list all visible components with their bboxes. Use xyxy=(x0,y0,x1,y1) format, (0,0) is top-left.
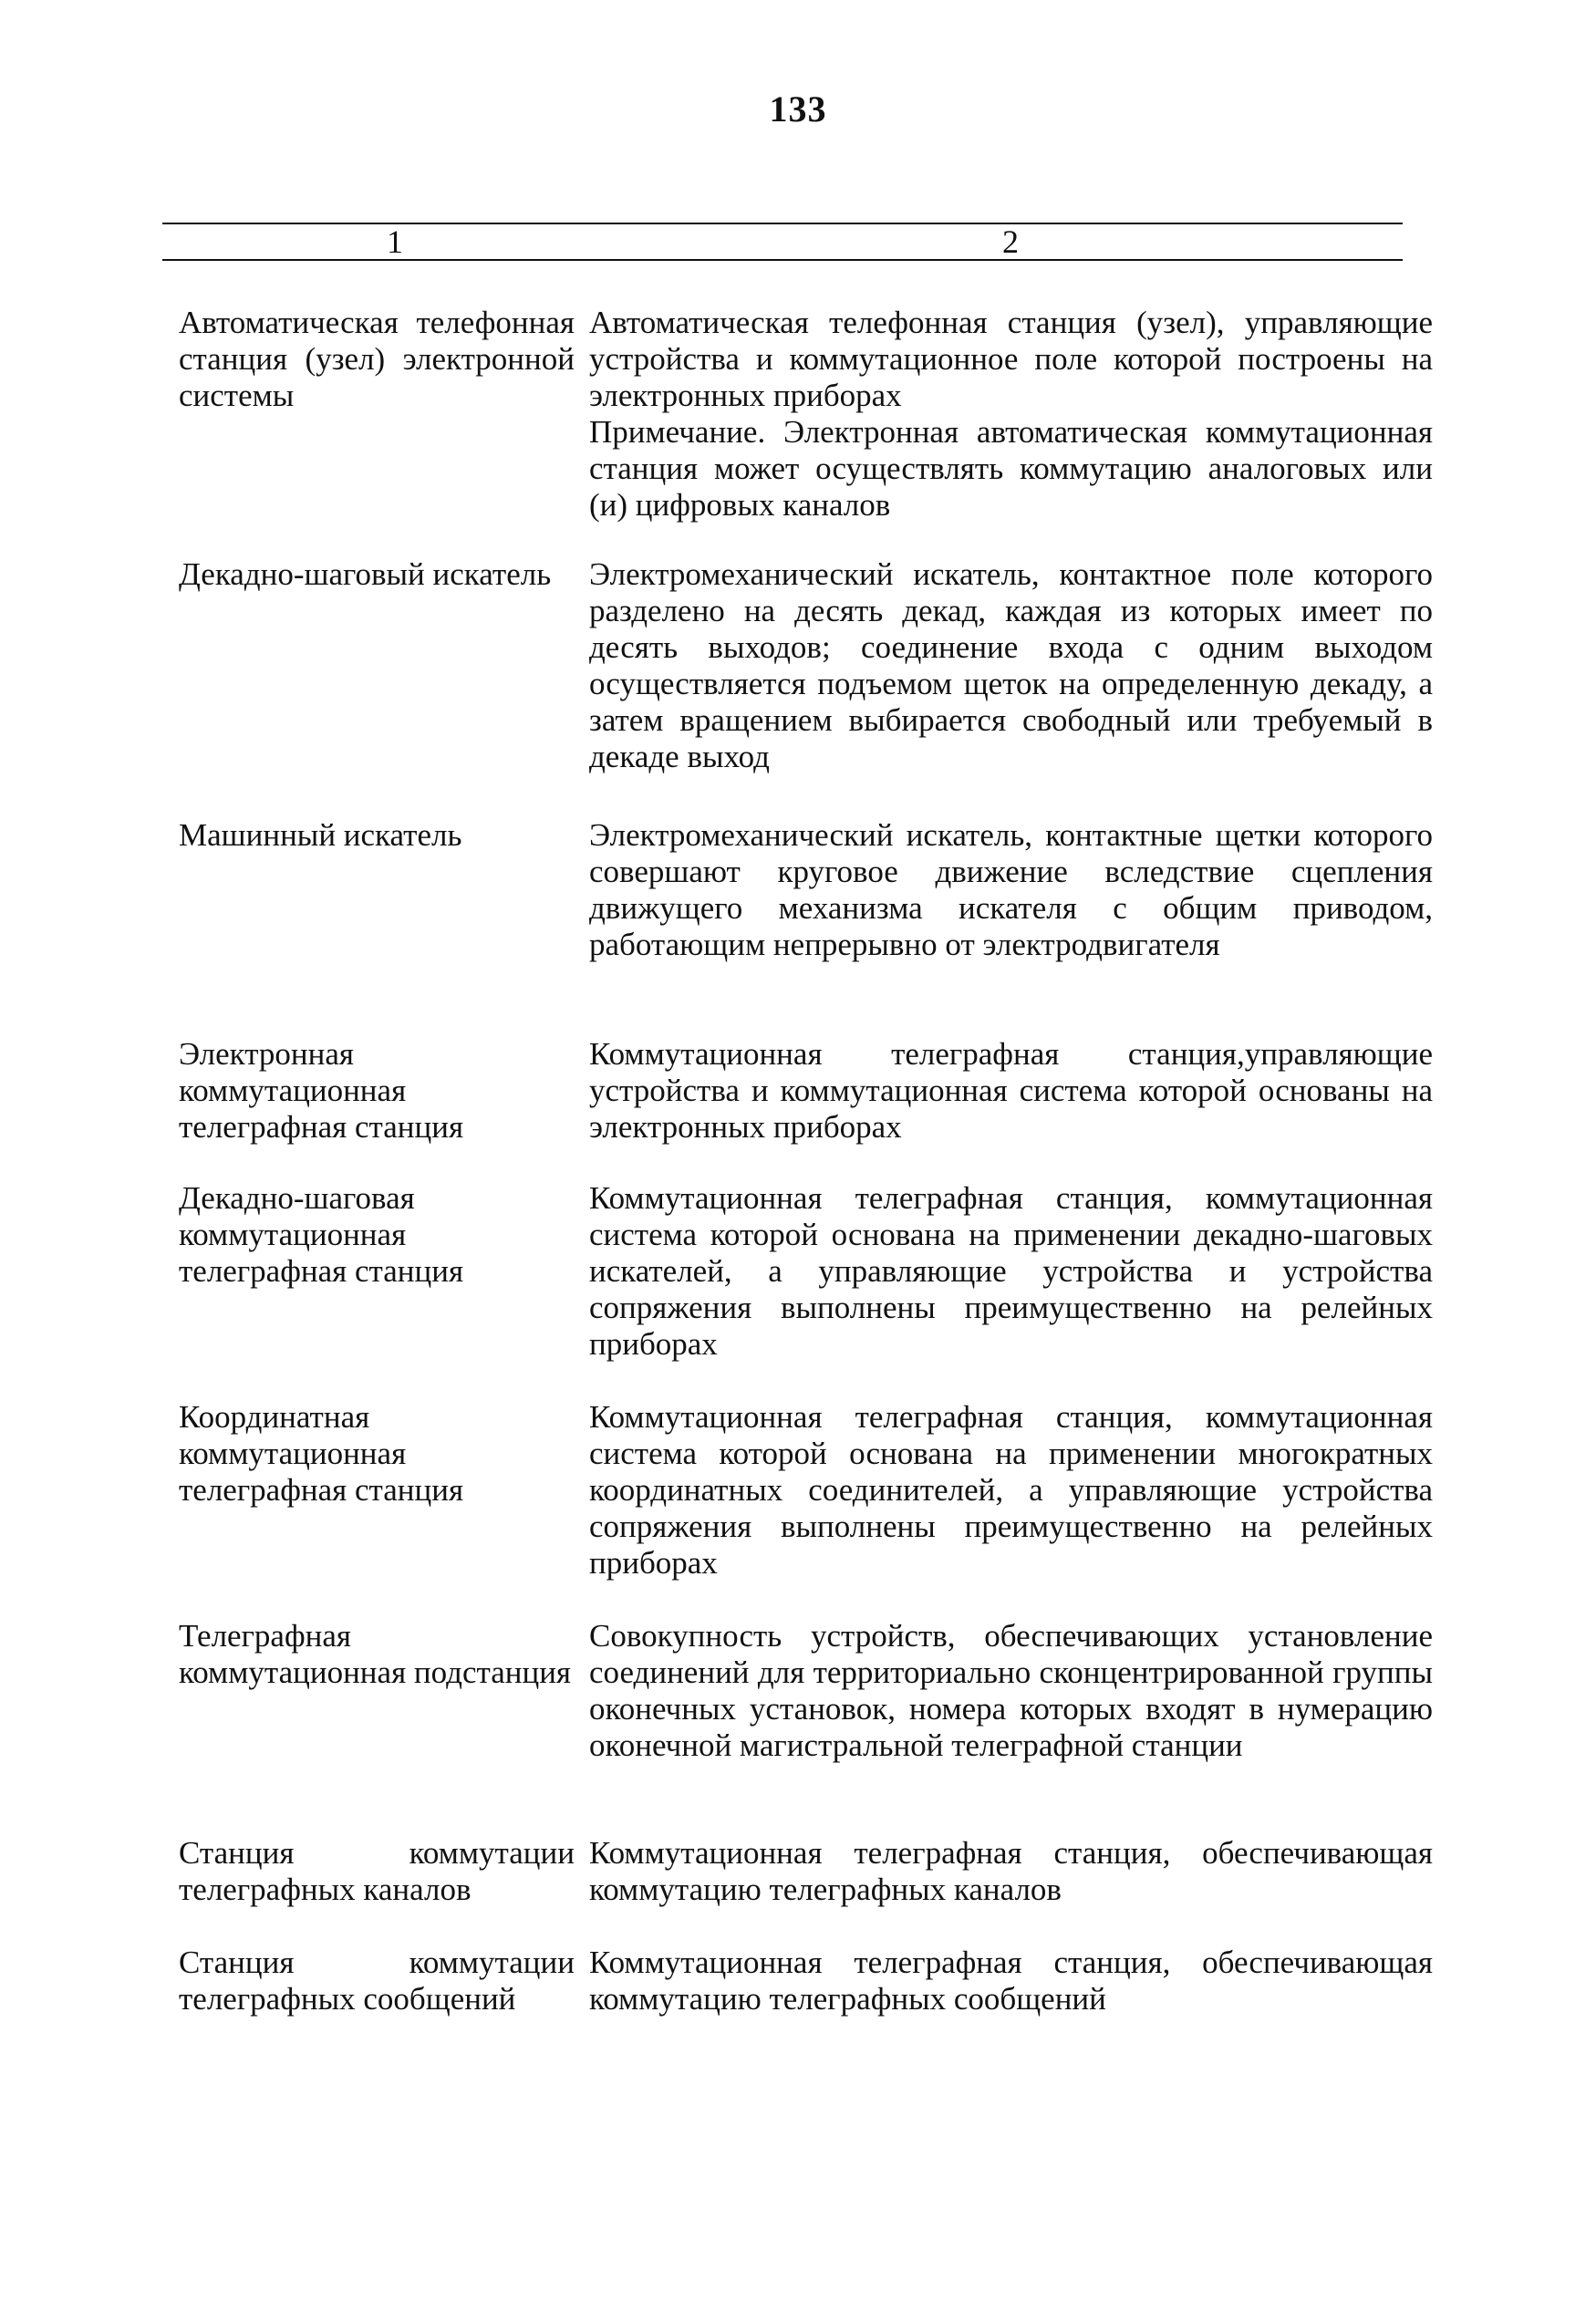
definition: Коммутационная телеграфная станция, коммутационная система которой основана на применении многократных координатных соединителей, а управляющие устройства сопряжения выполнены преимущественно на релейных приборах xyxy=(589,1399,1433,1581)
term: Автоматическая телефонная станция (узел) электронной системы xyxy=(179,305,575,413)
term: Станция коммутации телеграфных сообщений xyxy=(179,1945,575,2017)
table-header xyxy=(162,224,1403,259)
definition: Совокупность устройств, обеспечивающих установление соединений для территориально сконцентрированной группы оконечных установок, номера которых входят в нумерацию оконечной магистральной телеграфной станции xyxy=(589,1618,1433,1763)
term: Декадно-шаговая коммутационная телеграфная станция xyxy=(179,1180,464,1289)
term: Координатная коммутационная телеграфная станция xyxy=(179,1399,464,1508)
term: Машинный искатель xyxy=(179,817,462,853)
definition: Коммутационная телеграфная станция, коммутационная система которой основана на применении декадно-шаговых искателей, а управляющие устройства и устройства сопряжения выполнены преимущественно на релейных приборах xyxy=(589,1180,1433,1362)
page-number: 133 xyxy=(769,88,827,130)
column-2-header: 2 xyxy=(1002,223,1019,260)
definition: Коммутационная телеграфная станция,управляющие устройства и коммутационная система которой основаны на электронных приборах xyxy=(589,1036,1433,1145)
term: Станция коммутации телеграфных каналов xyxy=(179,1835,575,1907)
definition-note: Примечание. Электронная автоматическая коммутационная станция может осуществлять коммутацию аналоговых или (и) цифровых каналов xyxy=(589,414,1433,523)
definition: Коммутационная телеграфная станция, обеспечивающая коммутацию телеграфных сообщений xyxy=(589,1945,1433,2017)
definition: Коммутационная телеграфная станция, обеспечивающая коммутацию телеграфных каналов xyxy=(589,1835,1433,1907)
definition: Электромеханический искатель, контактные щетки которого совершают круговое движение вследствие сцепления движущего механизма искателя с общим приводом, работающим непрерывно от электродвигателя xyxy=(589,817,1433,962)
term: Декадно-шаговый искатель xyxy=(179,556,552,592)
definition-text: Автоматическая телефонная станция (узел), управляющие устройства и коммутационное поле которой построены на электронных приборах xyxy=(589,305,1433,413)
term: Электронная коммутационная телеграфная станция xyxy=(179,1036,464,1145)
definition: Электромеханический искатель, контактное поле которого разделено на десять декад, каждая из которых имеет по десять выходов; соединение входа с одним выходом осуществляется подъемом щеток на определенную декаду, а затем вращением выбирается свободный или требуемый в декаде выход xyxy=(589,556,1433,774)
definition xyxy=(589,305,1433,524)
term: Телеграфная коммутационная подстанция xyxy=(179,1618,572,1690)
table-header-rule xyxy=(162,259,1403,261)
column-1-header: 1 xyxy=(387,223,403,260)
